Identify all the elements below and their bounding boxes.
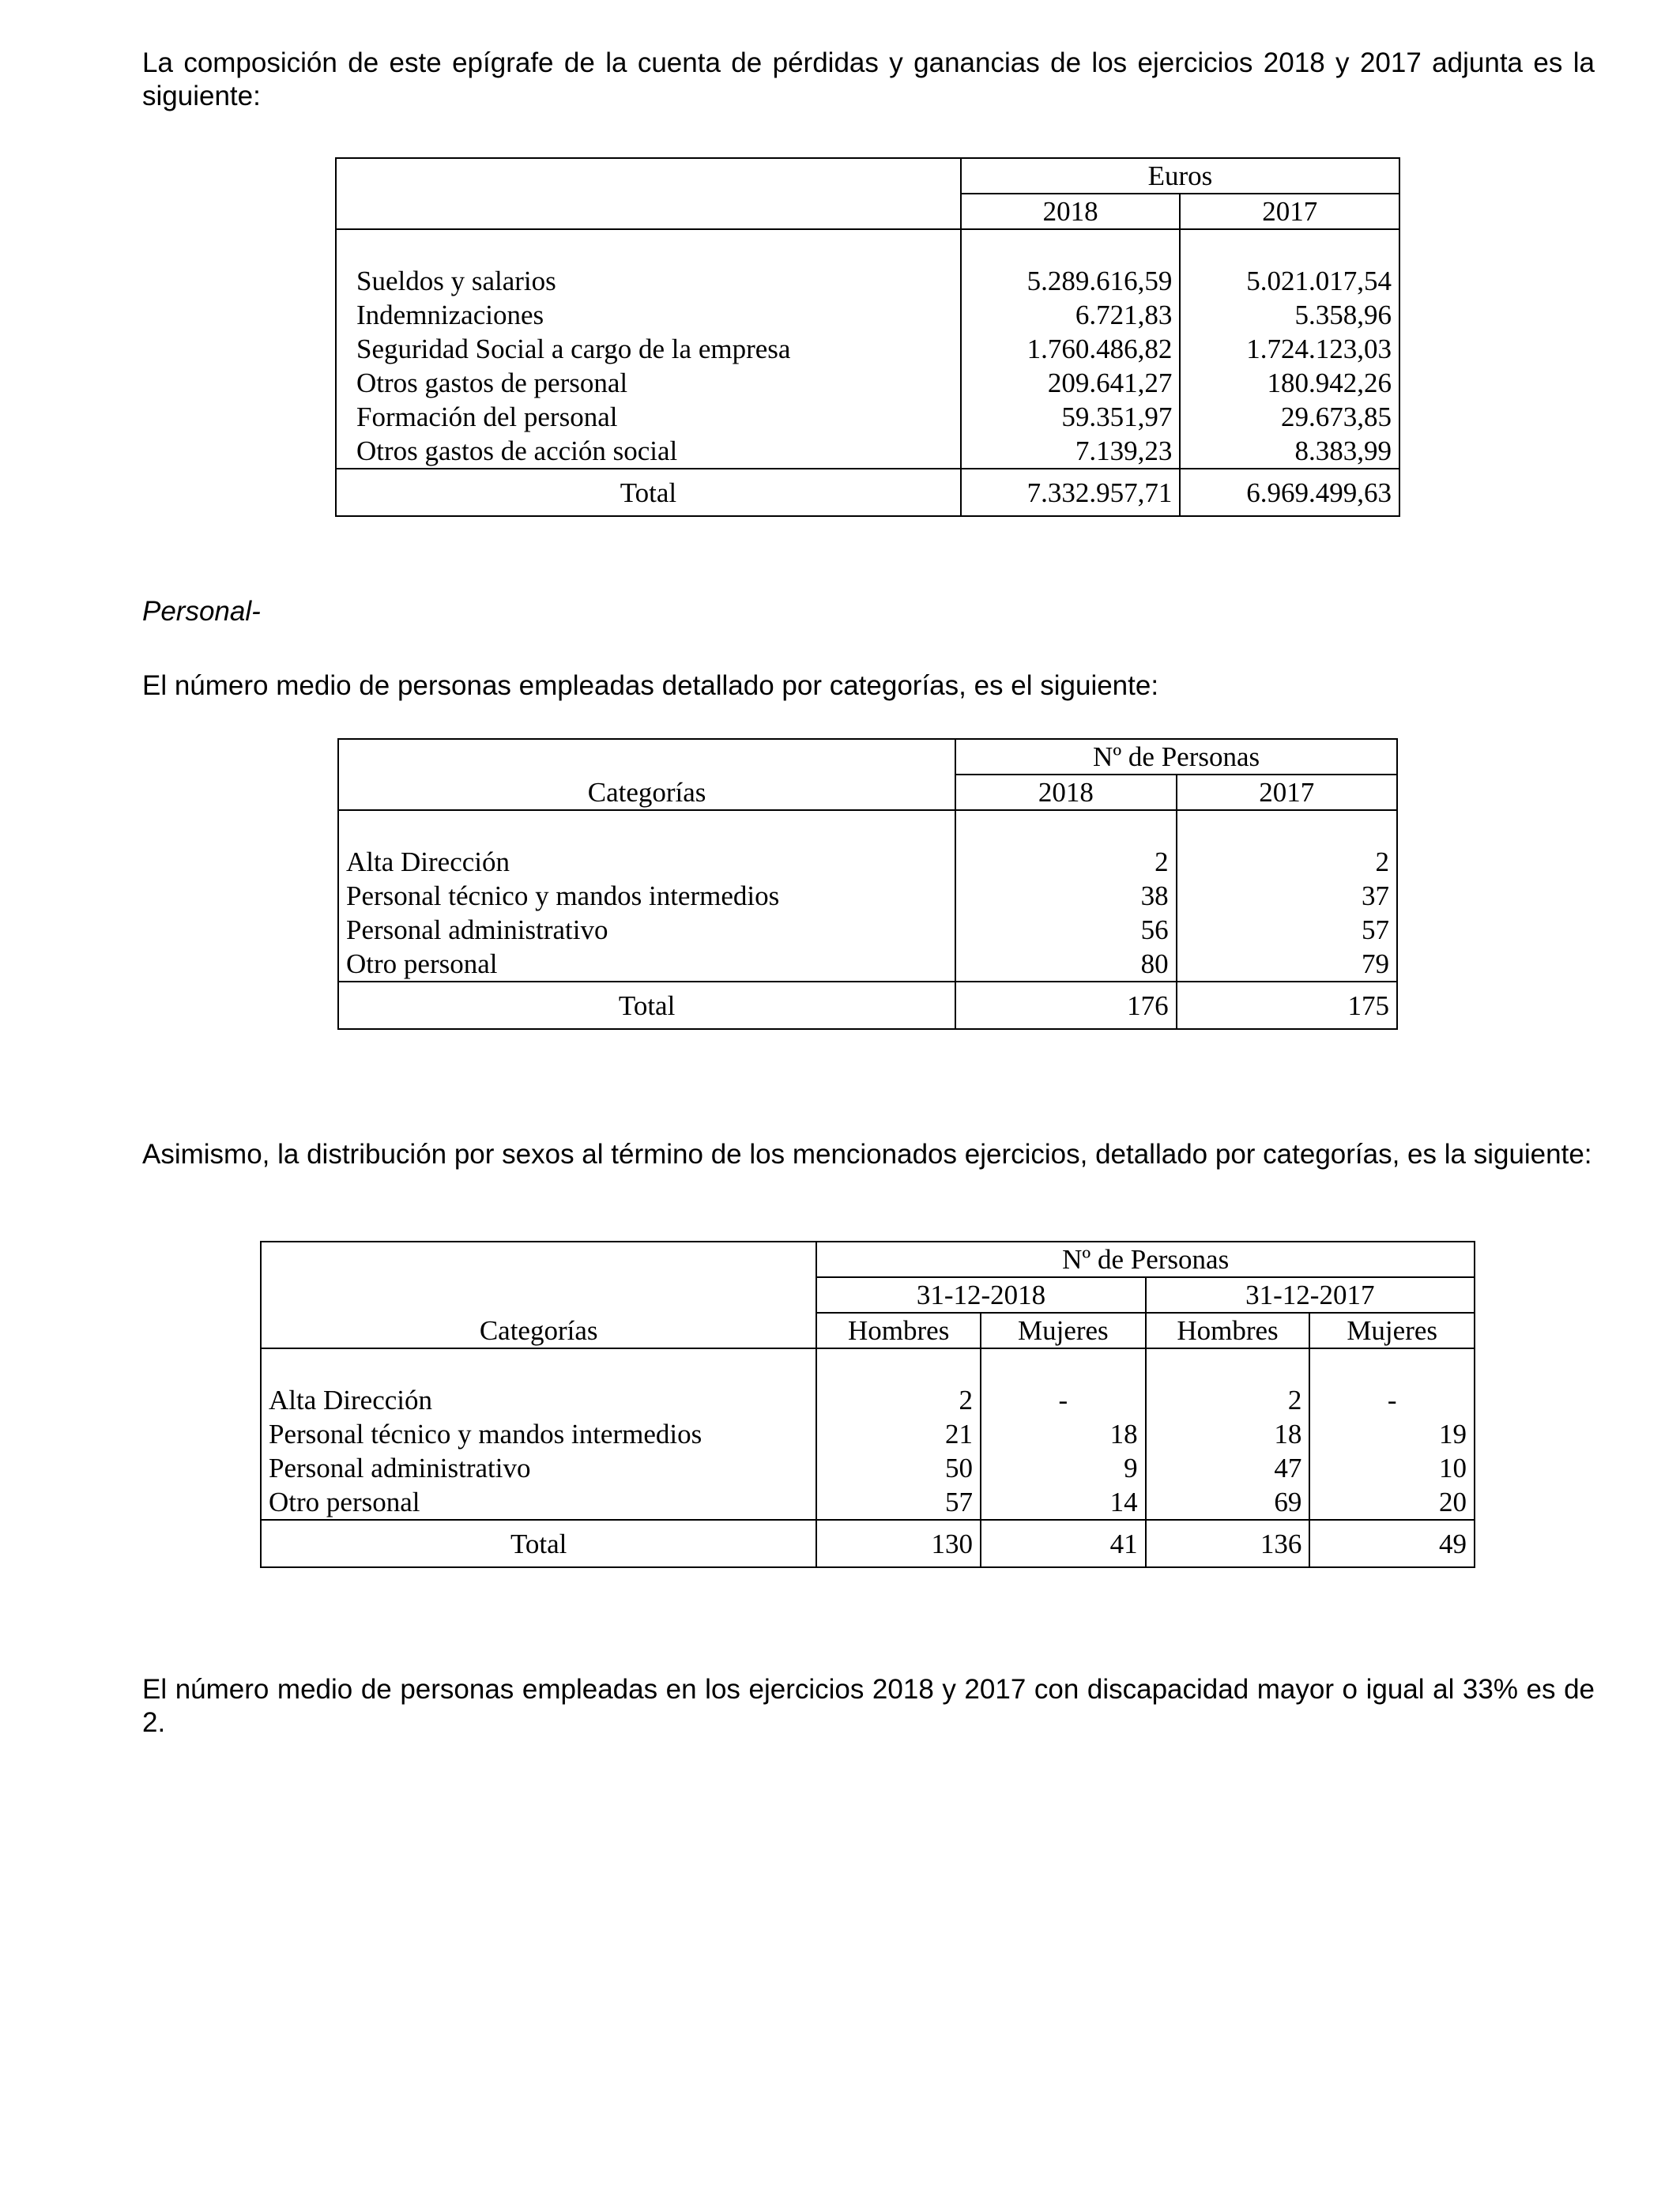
men-header: Hombres [816,1313,981,1348]
table-row [336,400,1399,434]
women-header: Mujeres [1309,1313,1475,1348]
total-men-2018: 130 [816,1520,981,1567]
total-row [336,469,1399,516]
women-2017: 19 [1309,1417,1475,1451]
total-row [261,1520,1475,1567]
row-label: Otro personal [338,947,955,982]
table-header-row [261,1242,1475,1277]
value-2017: 57 [1177,913,1397,947]
year-header: 2018 [955,775,1176,810]
total-2017: 175 [1177,982,1397,1029]
value-2018: 7.139,23 [961,434,1181,469]
average-staff-table [337,738,1398,1030]
value-2018: 5.289.616,59 [961,264,1181,298]
total-label: Total [336,469,961,516]
table-row [338,845,1397,879]
women-2017: - [1309,1383,1475,1417]
value-2018: 209.641,27 [961,366,1181,400]
row-label: Personal administrativo [338,913,955,947]
value-2018: 2 [955,845,1176,879]
men-2018: 57 [816,1485,981,1520]
total-2017: 6.969.499,63 [1180,469,1399,516]
women-2017: 10 [1309,1451,1475,1485]
men-2017: 18 [1146,1417,1310,1451]
total-women-2018: 41 [981,1520,1146,1567]
table-row [336,264,1399,298]
women-2018: 18 [981,1417,1146,1451]
spacer-row [338,810,1397,845]
row-label: Alta Dirección [261,1383,816,1417]
value-2017: 29.673,85 [1180,400,1399,434]
total-row [338,982,1397,1029]
men-2018: 50 [816,1451,981,1485]
table-header-row [338,739,1397,775]
value-2018: 80 [955,947,1176,982]
men-2017: 47 [1146,1451,1310,1485]
row-label: Otros gastos de acción social [336,434,961,469]
average-staff-paragraph: El número medio de personas empleadas detallado por categorías, es el siguiente: [142,670,1159,701]
date-header: 31-12-2017 [1146,1277,1475,1313]
men-2017: 2 [1146,1383,1310,1417]
disability-paragraph: El número medio de personas empleadas en los ejercicios 2018 y 2017 con discapacidad mayor o igual al 33% es de 2. [142,1674,1595,1738]
value-2017: 8.383,99 [1180,434,1399,469]
value-2017: 180.942,26 [1180,366,1399,400]
row-label: Otro personal [261,1485,816,1520]
section-heading: Personal- [142,596,261,627]
women-2017: 20 [1309,1485,1475,1520]
value-2017: 5.358,96 [1180,298,1399,332]
men-2017: 69 [1146,1485,1310,1520]
women-2018: 9 [981,1451,1146,1485]
table-header-row [336,158,1399,194]
value-2017: 5.021.017,54 [1180,264,1399,298]
table-row [338,913,1397,947]
row-label: Otros gastos de personal [336,366,961,400]
row-label: Personal administrativo [261,1451,816,1485]
row-label: Personal técnico y mandos intermedios [261,1417,816,1451]
total-label: Total [338,982,955,1029]
value-2018: 56 [955,913,1176,947]
table-row [336,434,1399,469]
categories-header: Categorías [261,1242,816,1348]
total-2018: 176 [955,982,1176,1029]
row-label: Indemnizaciones [336,298,961,332]
intro-paragraph: La composición de este epígrafe de la cuenta de pérdidas y ganancias de los ejercicios 2018 y 2017 adjunta es la siguiente: [142,47,1595,111]
spacer-row [336,229,1399,264]
value-2018: 38 [955,879,1176,913]
table-row [261,1451,1475,1485]
header-blank-cell [336,158,961,229]
year-header: 2018 [961,194,1181,229]
value-2017: 1.724.123,03 [1180,332,1399,366]
personnel-expenses-table [335,157,1400,517]
value-2017: 79 [1177,947,1397,982]
total-2018: 7.332.957,71 [961,469,1181,516]
table-row [336,298,1399,332]
unit-header: Euros [961,158,1399,194]
total-label: Total [261,1520,816,1567]
row-label: Seguridad Social a cargo de la empresa [336,332,961,366]
row-label: Personal técnico y mandos intermedios [338,879,955,913]
women-2018: 14 [981,1485,1146,1520]
gender-distribution-table [260,1241,1475,1568]
row-label: Alta Dirección [338,845,955,879]
men-header: Hombres [1146,1313,1310,1348]
women-header: Mujeres [981,1313,1146,1348]
men-2018: 21 [816,1417,981,1451]
value-2017: 2 [1177,845,1397,879]
year-header: 2017 [1177,775,1397,810]
value-2017: 37 [1177,879,1397,913]
table-row [261,1383,1475,1417]
value-2018: 59.351,97 [961,400,1181,434]
total-men-2017: 136 [1146,1520,1310,1567]
table-row [338,879,1397,913]
table-row [338,947,1397,982]
date-header: 31-12-2018 [816,1277,1145,1313]
group-header: Nº de Personas [816,1242,1475,1277]
value-2018: 6.721,83 [961,298,1181,332]
total-women-2017: 49 [1309,1520,1475,1567]
table-row [261,1485,1475,1520]
row-label: Sueldos y salarios [336,264,961,298]
men-2018: 2 [816,1383,981,1417]
spacer-row [261,1348,1475,1383]
categories-header: Categorías [338,739,955,810]
year-header: 2017 [1180,194,1399,229]
table-row [261,1417,1475,1451]
group-header: Nº de Personas [955,739,1397,775]
table-row [336,366,1399,400]
row-label: Formación del personal [336,400,961,434]
table-row [336,332,1399,366]
gender-distribution-paragraph: Asimismo, la distribución por sexos al término de los mencionados ejercicios, detallado por categorías, es la siguiente: [142,1139,1592,1170]
value-2018: 1.760.486,82 [961,332,1181,366]
women-2018: - [981,1383,1146,1417]
